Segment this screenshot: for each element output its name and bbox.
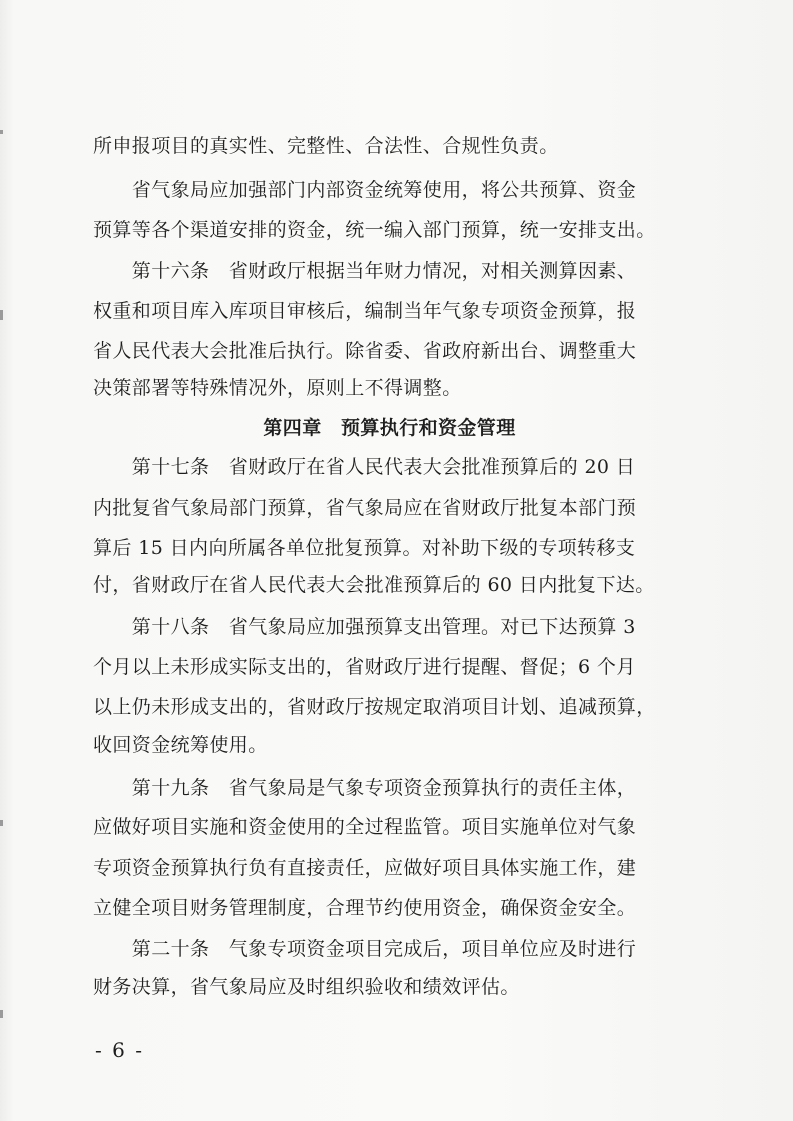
text-line: 第十七条 省财政厅在省人民代表大会批准预算后的 20 日 [93,456,636,478]
scan-edge-mark [0,820,3,826]
text-line: 算后 15 日内向所属各单位批复预算。对补助下级的专项转移支 [93,537,636,559]
text-line: 付，省财政厅在省人民代表大会批准预算后的 60 日内批复下达。 [93,574,655,596]
scan-edge-mark [0,1010,3,1018]
text-line: 预算等各个渠道安排的资金，统一编入部门预算，统一安排支出。 [93,219,656,241]
page-number: - 6 - [95,1038,144,1062]
text-line: 收回资金统筹使用。 [93,734,268,756]
text-line: 决策部署等特殊情况外，原则上不得调整。 [93,377,462,399]
text-line: 内批复省气象局部门预算，省气象局应在省财政厅批复本部门预 [93,497,637,519]
text-line: 立健全项目财务管理制度，合理节约使用资金，确保资金安全。 [93,897,637,919]
text-line: 以上仍未形成支出的，省财政厅按规定取消项目计划、追减预算， [93,696,656,718]
scan-edge-mark [0,130,3,134]
text-line: 第十八条 省气象局应加强预算支出管理。对已下达预算 3 [93,616,636,638]
text-line: 省气象局应加强部门内部资金统筹使用，将公共预算、资金 [93,179,637,201]
scan-edge-mark [0,310,3,320]
chapter-heading: 第四章 预算执行和资金管理 [263,417,516,439]
text-line: 应做好项目实施和资金使用的全过程监管。项目实施单位对气象 [93,816,637,838]
text-line: 省人民代表大会批准后执行。除省委、省政府新出台、调整重大 [93,340,637,362]
text-line: 财务决算，省气象局应及时组织验收和绩效评估。 [93,976,520,998]
text-line: 第十九条 省气象局是气象专项资金预算执行的责任主体， [93,777,637,799]
text-line: 专项资金预算执行负有直接责任，应做好项目具体实施工作，建 [93,857,637,879]
text-line: 个月以上未形成实际支出的，省财政厅进行提醒、督促；6 个月 [93,656,636,678]
text-line: 权重和项目库入库项目审核后，编制当年气象专项资金预算，报 [93,300,637,322]
text-line: 第十六条 省财政厅根据当年财力情况，对相关测算因素、 [93,260,637,282]
text-line: 所申报项目的真实性、完整性、合法性、合规性负责。 [93,135,559,157]
text-line: 第二十条 气象专项资金项目完成后，项目单位应及时进行 [93,938,637,960]
